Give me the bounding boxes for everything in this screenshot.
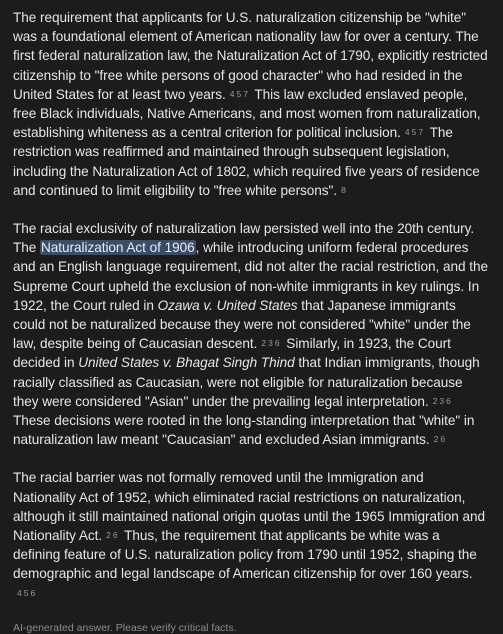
paragraph-text: The racial barrier was not formally removed until the Immigration and Nationality Act of 1952, which eliminated racial restrictions on naturalization, although it still maintained national origin quotas until the 1965 Immigration and Nationality Act. [13, 470, 485, 544]
citation-group [432, 394, 452, 409]
citation-link[interactable]: 3 [268, 338, 273, 349]
highlighted-term[interactable]: Naturalization Act of 1906 [41, 240, 195, 256]
paragraph-text: , while introducing uniform federal procedures and an English language requirement, did not alter the racial restriction, and the Supreme Court upheld the exclusion of non-white immigrants in key rulings. In 1922, the Court ruled in [13, 240, 489, 313]
paragraph-text: Similarly, in 1923, the Court decided in [13, 336, 451, 371]
ai-disclaimer: AI-generated answer. Please verify critical facts. [13, 621, 237, 634]
case-name: Ozawa v. United States [157, 297, 298, 313]
citation-link[interactable]: 2 [261, 338, 267, 349]
citation-link[interactable]: 6 [440, 434, 446, 445]
paragraph-text: The restriction was reaffirmed and maintained through subsequent legislation, including the Naturalization Act of 1802, which required five years of residence and continued to limit eligibility to "free white persons". [13, 125, 480, 198]
citation-link[interactable]: 4 [229, 88, 235, 99]
citation-link[interactable]: 7 [243, 88, 248, 99]
citation-link[interactable]: 5 [236, 88, 242, 99]
citation-group [105, 528, 118, 543]
citation-group [404, 125, 424, 140]
answer-paragraph-1 [13, 8, 490, 200]
citation-link[interactable]: 7 [418, 127, 424, 138]
citation-link[interactable]: 2 [106, 530, 111, 541]
citation-link[interactable]: 4 [17, 587, 22, 598]
paragraph-text: This law excluded enslaved people, free Black individuals, Native Americans, and most women from naturalization, establishing whiteness as a central criterion for political inclusion. [13, 86, 481, 141]
citation-link[interactable]: 5 [23, 587, 29, 598]
paragraph-text: The requirement that applicants for U.S. naturalization citizenship be "white" was a foundational element of American nationality law for over a century. The first federal naturalization law, the Naturalization Act of 1790, explicitly restricted citizenship to "free white persons of good character" who had resided in the United States for at least two years. [13, 10, 488, 102]
citation-link[interactable]: 5 [411, 127, 417, 138]
paragraph-text: that Indian immigrants, though racially classified as Caucasian, were not eligible for naturalization because they were considered "Asian" under the prevailing legal interpretation. [13, 355, 480, 409]
citation-link[interactable]: 6 [30, 587, 36, 598]
citation-link[interactable]: 8 [341, 184, 346, 195]
paragraph-text: The racial exclusivity of naturalization law persisted well into the 20th century. The [13, 221, 475, 256]
paragraph-text: Thus, the requirement that applicants be white was a defining feature of U.S. naturalization policy from 1790 until 1952, shaping the demographic and legal landscape of American citizenship for over 160 years. [13, 528, 477, 582]
answer-paragraph-2 [13, 219, 490, 449]
citation-group [229, 87, 249, 102]
case-name: United States v. Bhagat Singh Thind [78, 355, 295, 371]
citation-link[interactable]: 6 [112, 530, 118, 541]
citation-link[interactable]: 2 [433, 434, 439, 445]
citation-link[interactable]: 4 [404, 127, 410, 138]
citation-link[interactable]: 6 [446, 395, 451, 406]
paragraph-text: These decisions were rooted in the long-standing interpretation that "white" in naturalization law meant "Caucasian" and excluded Asian immigrants. [13, 413, 475, 448]
answer-paragraph-3 [13, 468, 490, 602]
citation-link[interactable]: 2 [432, 395, 438, 406]
paragraph-text: that Japanese immigrants could not be naturalized because they were not considered "white" under the law, despite being of Caucasian descent. [13, 297, 471, 352]
citation-link[interactable]: 3 [439, 395, 445, 406]
citation-group [16, 586, 36, 601]
citation-group [340, 183, 347, 198]
citation-group [260, 336, 280, 351]
citation-link[interactable]: 6 [274, 338, 280, 349]
citation-group [433, 432, 446, 447]
